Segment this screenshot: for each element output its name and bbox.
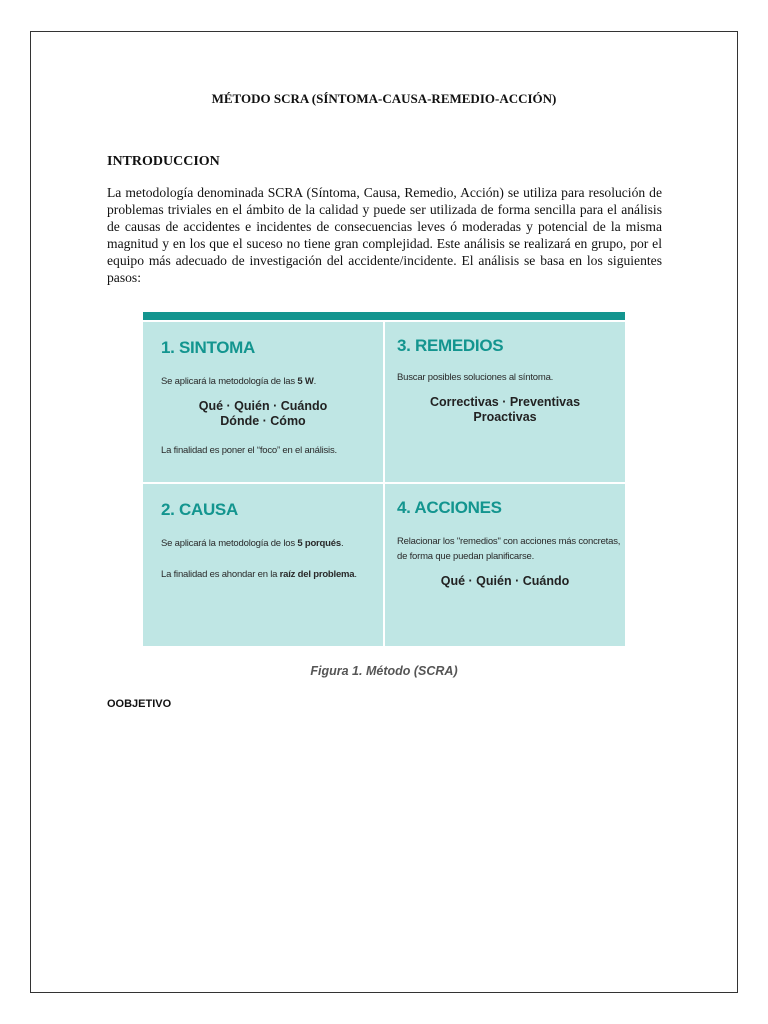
sintoma-emphasis-2: Dónde · Cómo bbox=[220, 414, 306, 428]
remedios-emphasis-1: Correctivas · Preventivas bbox=[429, 395, 581, 409]
figure-top-bar bbox=[143, 312, 625, 320]
intro-paragraph: La metodología denominada SCRA (Síntoma, Causa, Remedio, Acción) se utiliza para resolución de problemas triviales en el ámbito de la calidad y puede ser utilizada de forma sencilla para el análisis de causas de accidentes e incidentes de consecuencias leves ó moderadas y potencial de la misma magnitud y en los que el suceso no tiene gran complejidad. Este análisis se realizará en grupo, por el equipo más adecuado de investigación del accidente/incidente. El análisis se basa en los siguientes pasos: bbox=[107, 185, 662, 285]
intro-heading: INTRODUCCION bbox=[107, 154, 220, 169]
cell-sintoma bbox=[143, 322, 383, 482]
sintoma-purpose-text: La finalidad es poner el “foco” en el análisis. bbox=[161, 445, 337, 456]
document-title: MÉTODO SCRA (SÍNTOMA-CAUSA-REMEDIO-ACCIÓN) bbox=[211, 91, 557, 106]
causa-purpose-text: La finalidad es ahondar en la raíz del problema. bbox=[161, 569, 357, 580]
objective-heading: OOBJETIVO bbox=[107, 698, 172, 710]
acciones-text-2: de forma que puedan planificarse. bbox=[397, 551, 535, 562]
scra-figure bbox=[143, 312, 625, 646]
sintoma-method-text: Se aplicará la metodología de las 5 W. bbox=[161, 376, 317, 387]
cell-remedios bbox=[385, 322, 625, 482]
acciones-title: 4. ACCIONES bbox=[397, 498, 502, 517]
remedios-emphasis-2: Proactivas bbox=[473, 410, 537, 424]
cell-causa bbox=[143, 484, 383, 646]
acciones-text-1: Relacionar los "remedios" con acciones más concretas, bbox=[397, 536, 621, 547]
cell-acciones bbox=[385, 484, 625, 646]
sintoma-title: 1. SINTOMA bbox=[161, 338, 255, 357]
sintoma-emphasis-1: Qué · Quién · Cuándo bbox=[198, 399, 328, 413]
causa-method-text: Se aplicará la metodología de los 5 porqués. bbox=[161, 538, 344, 549]
figure-caption: Figura 1. Método (SCRA) bbox=[310, 664, 458, 678]
acciones-emphasis-1: Qué · Quién · Cuándo bbox=[440, 574, 570, 588]
remedios-text: Buscar posibles soluciones al síntoma. bbox=[397, 372, 554, 383]
causa-title: 2. CAUSA bbox=[161, 500, 238, 519]
remedios-title: 3. REMEDIOS bbox=[397, 336, 504, 355]
